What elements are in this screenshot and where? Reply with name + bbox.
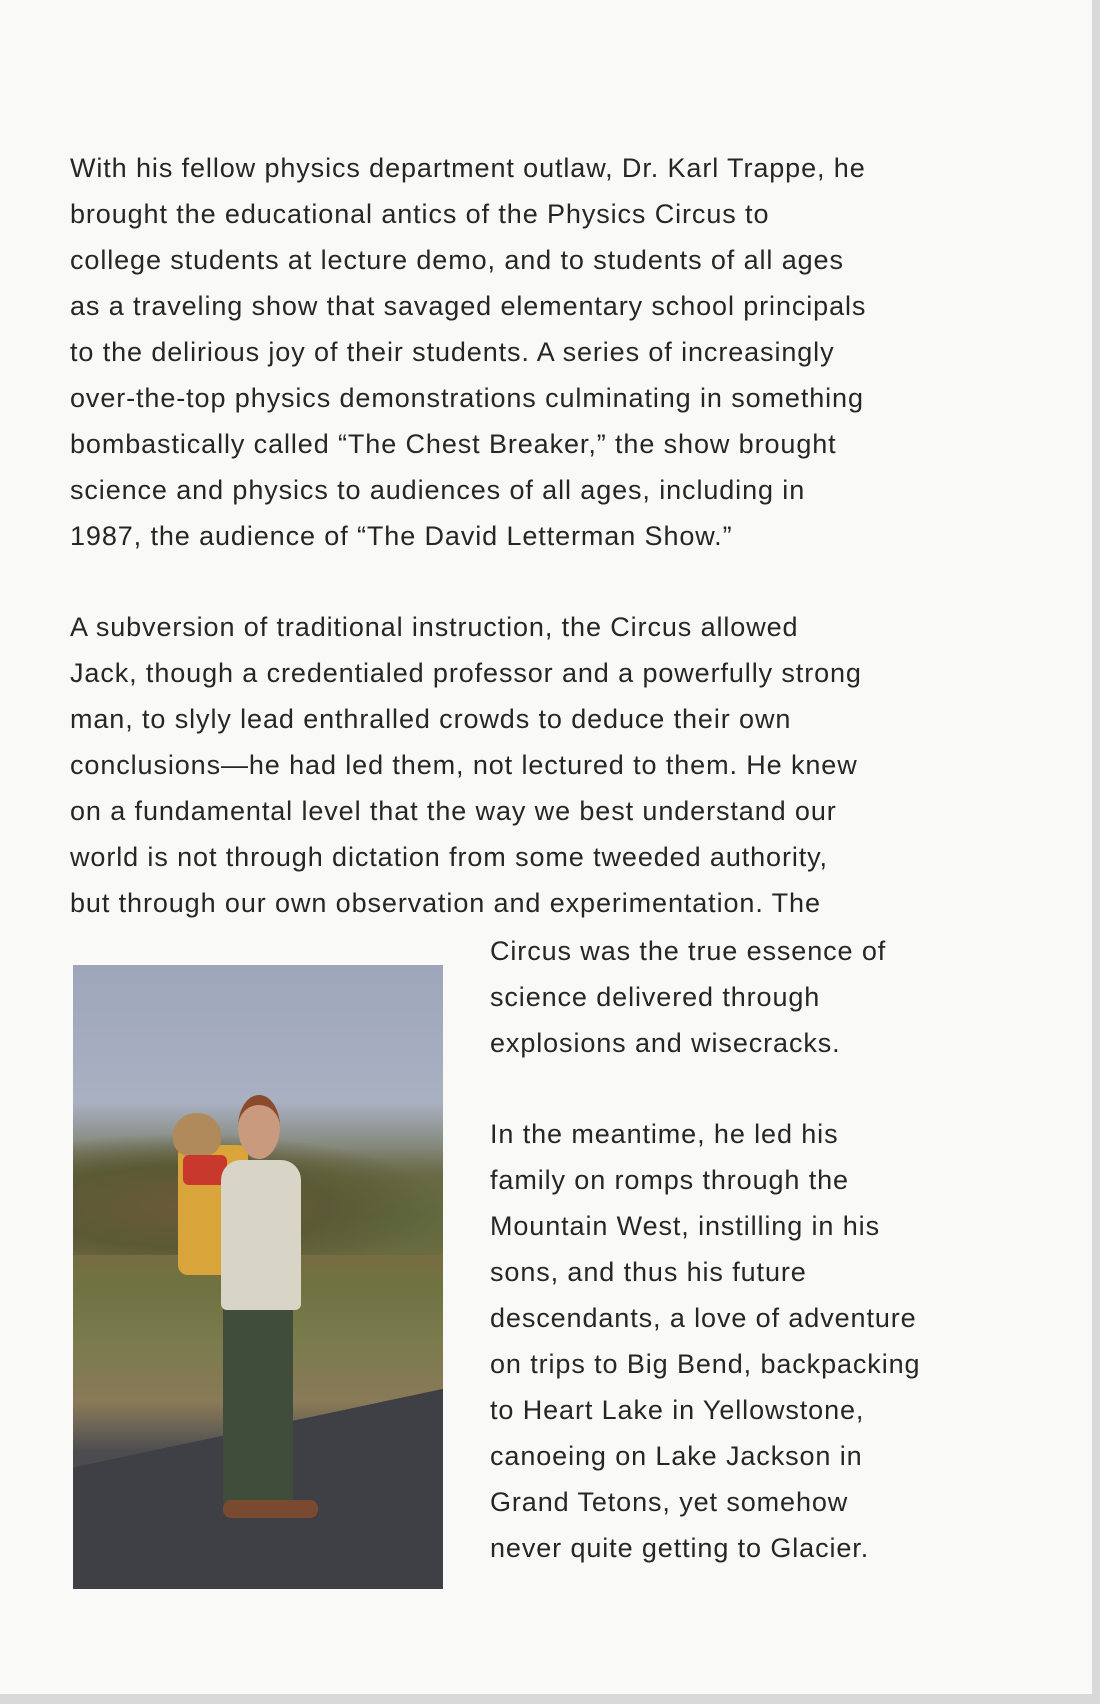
text-line: over-the-top physics demonstrations culminating in something [70, 383, 864, 413]
paragraph-physics-circus [70, 145, 866, 559]
paragraph-subversion [70, 604, 862, 926]
text-line: Mountain West, instilling in his [490, 1211, 880, 1241]
text-line: In the meantime, he led his [490, 1119, 839, 1149]
text-line: science delivered through [490, 982, 821, 1012]
text-line: science and physics to audiences of all ages, including in [70, 475, 806, 505]
photo-man-trousers [223, 1305, 293, 1505]
text-line: man, to slyly lead enthralled crowds to deduce their own [70, 704, 792, 734]
photo-man-head [238, 1095, 280, 1159]
text-line: sons, and thus his future [490, 1257, 807, 1287]
text-line: Grand Tetons, yet somehow [490, 1487, 849, 1517]
text-line: but through our own observation and experimentation. The [70, 888, 821, 918]
text-line: never quite getting to Glacier. [490, 1533, 870, 1563]
text-line: on trips to Big Bend, backpacking [490, 1349, 921, 1379]
text-line: 1987, the audience of “The David Letterman Show.” [70, 521, 733, 551]
paragraph-subversion-continued [490, 928, 886, 1066]
text-line: to the delirious joy of their students. A series of increasingly [70, 337, 835, 367]
text-line: With his fellow physics department outlaw, Dr. Karl Trappe, he [70, 153, 866, 183]
photo-man-with-child-backpack [73, 965, 443, 1589]
text-line: on a fundamental level that the way we best understand our [70, 796, 837, 826]
text-line: A subversion of traditional instruction, the Circus allowed [70, 612, 799, 642]
paragraph-family-romps [490, 1111, 920, 1571]
text-line: descendants, a love of adventure [490, 1303, 917, 1333]
text-line: Jack, though a credentialed professor and a powerfully strong [70, 658, 862, 688]
photo-man-shirt [221, 1160, 301, 1310]
photo-child-hat [173, 1113, 221, 1157]
text-line: explosions and wisecracks. [490, 1028, 841, 1058]
text-line: conclusions—he had led them, not lectured to them. He knew [70, 750, 858, 780]
text-line: bombastically called “The Chest Breaker,” the show brought [70, 429, 837, 459]
text-line: brought the educational antics of the Physics Circus to [70, 199, 770, 229]
text-line: college students at lecture demo, and to students of all ages [70, 245, 844, 275]
text-line: Circus was the true essence of [490, 936, 887, 966]
text-line: family on romps through the [490, 1165, 849, 1195]
photo-man-shoes [223, 1500, 318, 1518]
text-line: as a traveling show that savaged elementary school principals [70, 291, 867, 321]
text-line: canoeing on Lake Jackson in [490, 1441, 863, 1471]
text-line: world is not through dictation from some tweeded authority, [70, 842, 828, 872]
text-line: to Heart Lake in Yellowstone, [490, 1395, 865, 1425]
